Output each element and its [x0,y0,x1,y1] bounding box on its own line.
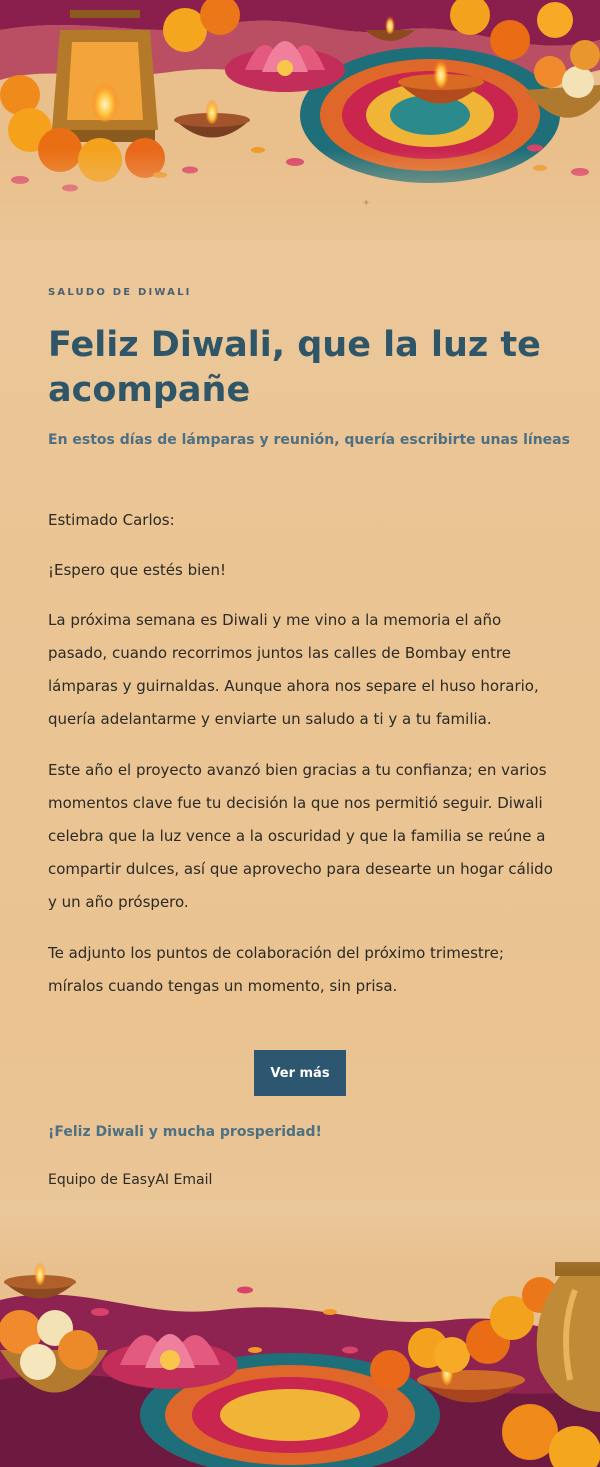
email-subtitle: En estos días de lámparas y reunión, quería escribirte unas líneas [48,432,570,448]
sparkle-icon: ✦ [362,198,371,209]
body-paragraph: Este año el proyecto avanzó bien gracias a tu confianza; en varios momentos clave fue tu decisión la que nos permitió seguir. Diwali celebra que la luz vence a la oscuridad y que la familia se reúne a compartir dulces, así que aprovecho para desearte un hogar cálido y un año próspero. [48,761,553,911]
wellwish-text: ¡Espero que estés bien! [48,561,227,579]
signature-text: Equipo de EasyAI Email [48,1172,213,1188]
bottom-banner-illustration [0,1200,600,1467]
ver-mas-button[interactable]: Ver más [254,1050,346,1096]
body-paragraph: La próxima semana es Diwali y me vino a la memoria el año pasado, cuando recorrimos juntos las calles de Bombay entre lámparas y guirnaldas. Aunque ahora nos separe el huso horario, quería adelantarme y enviarte un saludo a ti y a tu familia. [48,611,539,728]
body-paragraph: Te adjunto los puntos de colaboración del próximo trimestre; míralos cuando tengas un momento, sin prisa. [48,944,504,995]
closing-text: ¡Feliz Diwali y mucha prosperidad! [48,1124,322,1140]
eyebrow-label: SALUDO DE DIWALI [48,287,192,298]
greeting-text: Estimado Carlos: [48,511,175,529]
top-banner-illustration [0,0,600,240]
email-title: Feliz Diwali, que la luz te acompañe [48,325,541,410]
